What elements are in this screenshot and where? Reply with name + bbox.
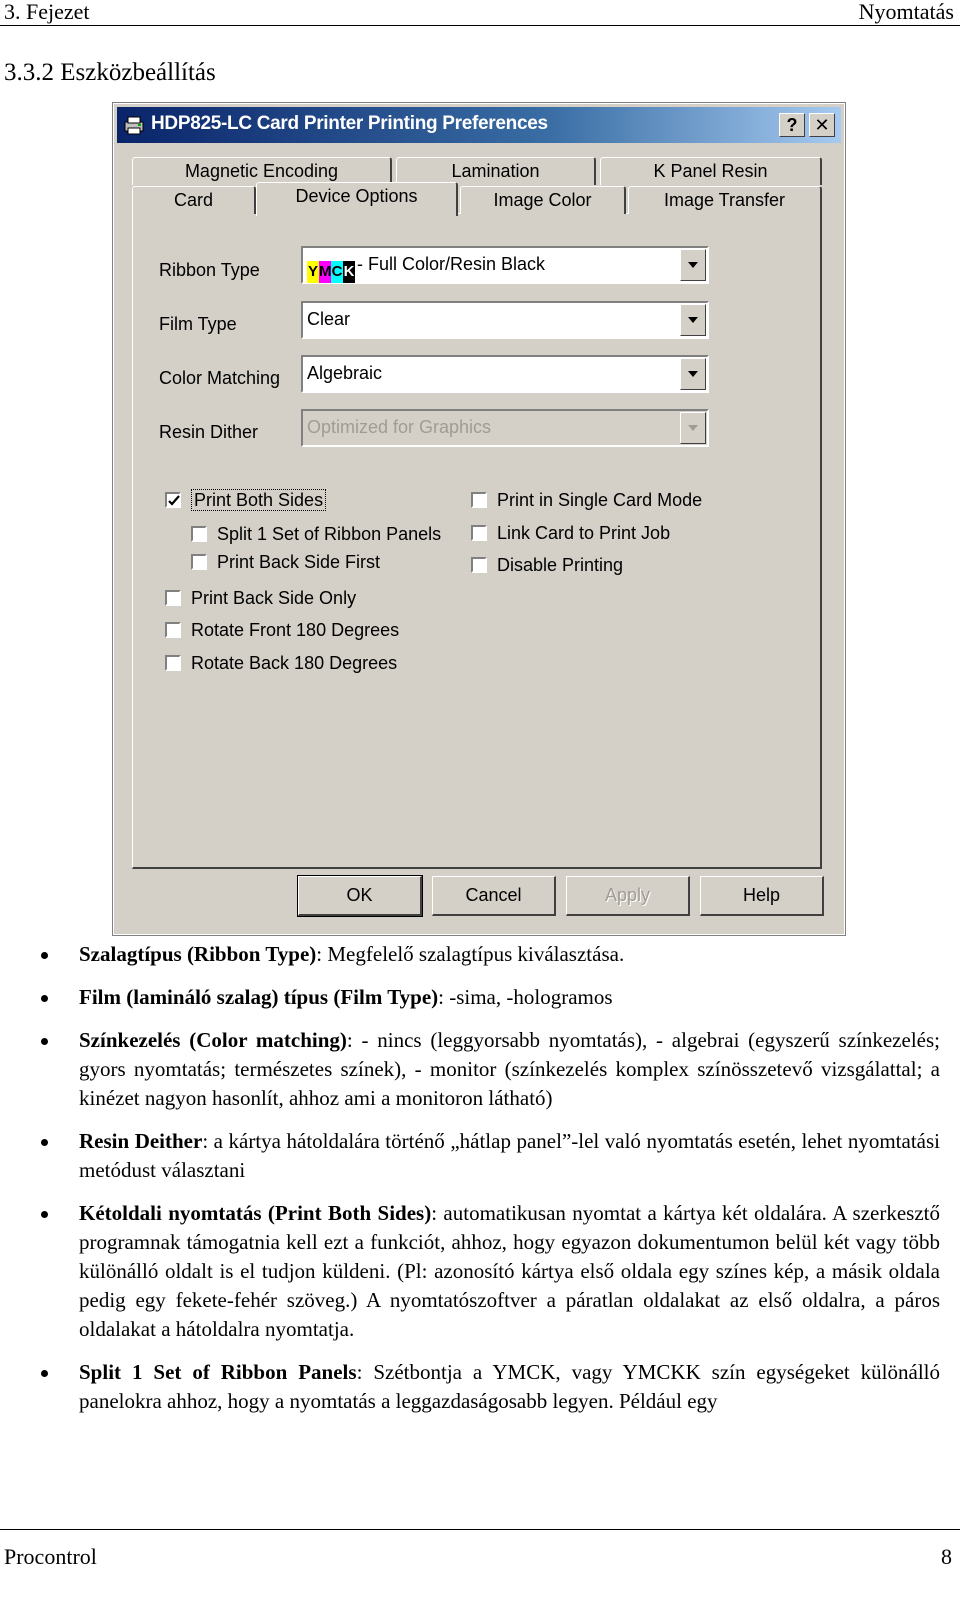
resin-dither-label: Resin Dither [159, 422, 259, 442]
desc-ribbon-type: : Megfelelő szalagtípus kiválasztása. [316, 942, 625, 966]
desc-color-matching: : - nincs (leggyorsabb nyomtatás), - algebrai (egyszerű színkezelés; gyors nyomtatás; természetes színek), - monitor (színkezelés komplex színösszetevő vizsgálattal; a kinézet nagyon hasonlít, ahhoz ami a monitoron látható) [79, 1028, 940, 1110]
disable-printing-checkbox[interactable] [471, 555, 623, 576]
print-back-only-label: Print Back Side Only [191, 588, 357, 608]
title-close-button[interactable]: ✕ [809, 113, 835, 137]
dialog-title: HDP825-LC Card Printer Printing Preferences [151, 113, 548, 134]
dialog-titlebar [117, 107, 841, 143]
desc-print-both-sides: : automatikusan nyomtat a kártya két oldalára. A szerkesztő programnak támogatnia kell ezt a funkciót, ahhoz, hogy egyazon dokumentumon belül két vagy több különálló oldalt is el tudjon küldeni. (Pl: azonosító kártya első oldala egy színes kép, a másik oldala pedig egy fekete-fehér szöveg.) A nyomtatószoftver a páratlan oldalakat az első oldalra, a páros oldalakat a hátoldalra nyomtatja. [79, 1201, 940, 1341]
single-card-mode-label: Print in Single Card Mode [497, 490, 703, 510]
film-type-dropdown-button[interactable] [680, 304, 706, 336]
help-button[interactable]: Help [700, 876, 824, 916]
desc-resin-deither: : a kártya hátoldalára történő „hátlap panel”-lel való nyomtatás esetén, lehet nyomtatási metódust választani [79, 1129, 940, 1182]
cancel-button[interactable]: Cancel [432, 876, 556, 916]
header-rule [0, 25, 960, 26]
color-matching-dropdown-button[interactable] [680, 358, 706, 390]
ribbon-letter-k: K [343, 261, 355, 283]
tab-row-back [132, 157, 826, 185]
rotate-front-label: Rotate Front 180 Degrees [191, 620, 400, 640]
rotate-back-label: Rotate Back 180 Degrees [191, 653, 398, 673]
print-back-only-checkbox[interactable] [165, 588, 356, 609]
ok-button[interactable]: OK [298, 876, 422, 916]
checkbox-unchecked[interactable] [165, 590, 181, 606]
split-ribbon-label: Split 1 Set of Ribbon Panels [217, 524, 442, 544]
film-type-label: Film Type [159, 314, 237, 334]
resin-dither-value: Optimized for Graphics [307, 417, 492, 437]
link-card-label: Link Card to Print Job [497, 523, 671, 543]
checkbox-unchecked[interactable] [165, 622, 181, 638]
link-card-checkbox[interactable] [471, 523, 670, 544]
disable-printing-label: Disable Printing [497, 555, 624, 575]
print-back-first-label: Print Back Side First [217, 552, 381, 572]
title-help-button[interactable]: ? [779, 113, 805, 137]
print-back-first-checkbox[interactable] [191, 552, 380, 573]
list-item [38, 1358, 940, 1416]
color-matching-label: Color Matching [159, 368, 281, 388]
list-item [38, 1026, 940, 1113]
chapter-label: 3. Fejezet [4, 0, 90, 24]
checkmark-icon [168, 495, 180, 507]
rotate-back-checkbox[interactable] [165, 653, 397, 674]
film-type-select[interactable] [301, 301, 709, 339]
print-both-sides-checkbox[interactable] [165, 490, 326, 511]
chevron-down-icon [688, 371, 698, 377]
list-item [38, 983, 940, 1012]
apply-button[interactable]: Apply [566, 876, 690, 916]
resin-dither-dropdown-button[interactable] [680, 412, 706, 444]
tab-k-panel-resin[interactable]: K Panel Resin [600, 157, 822, 185]
printer-icon [123, 115, 145, 135]
rotate-front-checkbox[interactable] [165, 620, 399, 641]
term-print-both-sides: Kétoldali nyomtatás (Print Both Sides) [79, 1201, 432, 1225]
term-ribbon-type: Szalagtípus (Ribbon Type) [79, 942, 317, 966]
term-resin-deither: Resin Deither [79, 1129, 203, 1153]
page-number: 8 [941, 1544, 952, 1569]
resin-dither-select[interactable] [301, 409, 709, 447]
tab-image-color[interactable]: Image Color [460, 186, 626, 214]
film-type-value: Clear [307, 309, 351, 329]
print-both-sides-label: Print Both Sides [191, 489, 326, 511]
ribbon-letter-m: M [319, 261, 331, 283]
desc-split-ribbon: : Szétbontja a YMCK, vagy YMCKK szín egységeket különálló panelokra ahhoz, hogy a nyomtatás a leggazdaságosabb legyen. Például egy [79, 1360, 940, 1413]
printing-preferences-dialog [113, 103, 845, 935]
ribbon-type-value: - Full Color/Resin Black [357, 254, 546, 274]
term-film-type: Film (lamináló szalag) típus (Film Type) [79, 985, 439, 1009]
checkbox-unchecked[interactable] [191, 554, 207, 570]
footer-company: Procontrol [4, 1544, 97, 1569]
checkbox-unchecked[interactable] [191, 526, 207, 542]
list-item [38, 940, 940, 969]
term-split-ribbon: Split 1 Set of Ribbon Panels [79, 1360, 357, 1384]
tab-row-front [132, 186, 826, 214]
checkbox-unchecked[interactable] [471, 557, 487, 573]
ribbon-letter-c: C [331, 261, 343, 283]
list-item [38, 1199, 940, 1344]
tab-device-options[interactable]: Device Options [256, 182, 458, 216]
desc-film-type: : -sima, -hologramos [438, 985, 613, 1009]
section-name: Nyomtatás [858, 0, 954, 24]
ribbon-letter-y: Y [307, 261, 319, 283]
ribbon-type-select[interactable] [301, 246, 709, 284]
section-title: 3.3.2 Eszközbeállítás [4, 59, 216, 86]
tab-image-transfer[interactable]: Image Transfer [628, 186, 822, 214]
page-header [0, 0, 960, 26]
chevron-down-icon [688, 262, 698, 268]
term-color-matching: Színkezelés (Color matching) [79, 1028, 347, 1052]
list-item [38, 1127, 940, 1185]
tab-magnetic-encoding[interactable]: Magnetic Encoding [132, 157, 392, 185]
checkbox-checked[interactable] [165, 492, 181, 508]
checkbox-unchecked[interactable] [471, 525, 487, 541]
chevron-down-icon [688, 425, 698, 431]
ribbon-type-label: Ribbon Type [159, 260, 260, 280]
tab-lamination[interactable]: Lamination [396, 157, 596, 185]
ribbon-type-dropdown-button[interactable] [680, 249, 706, 281]
split-ribbon-checkbox[interactable] [191, 524, 441, 545]
device-options-panel [132, 213, 822, 869]
chevron-down-icon [688, 317, 698, 323]
color-matching-value: Algebraic [307, 363, 383, 383]
footer-rule [0, 1529, 960, 1530]
single-card-mode-checkbox[interactable] [471, 490, 702, 511]
checkbox-unchecked[interactable] [165, 655, 181, 671]
checkbox-unchecked[interactable] [471, 492, 487, 508]
ymck-ribbon-icon [307, 254, 355, 281]
description-list [38, 940, 940, 1430]
tab-card[interactable]: Card [132, 186, 256, 214]
color-matching-select[interactable] [301, 355, 709, 393]
